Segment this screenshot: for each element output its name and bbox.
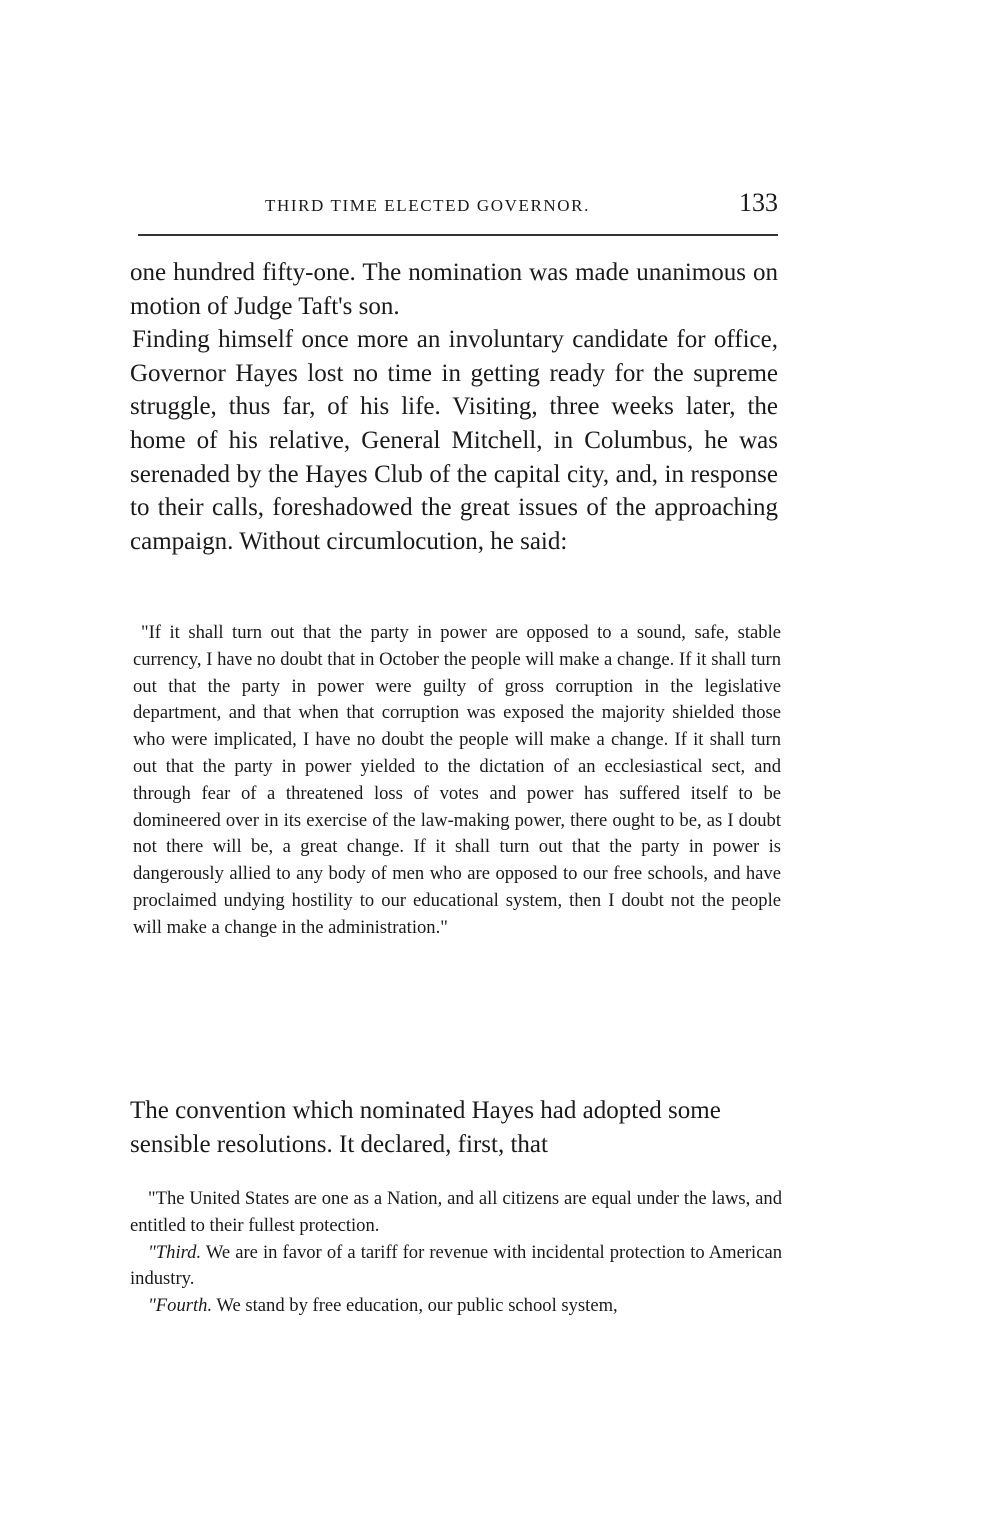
resolution-text: "The United States are one as a Nation, and all citizens are equal under the laws, and entitled to their fullest protection. [130, 1188, 782, 1236]
running-title: THIRD TIME ELECTED GOVERNOR. [265, 196, 590, 215]
resolution-label: "Third. [148, 1241, 202, 1263]
paragraph-convention: The convention which nominated Hayes had adopted some sensible resolutions. It declared, first, that [130, 1097, 721, 1158]
body-text-convention [130, 1094, 782, 1161]
resolution-item [130, 1293, 782, 1320]
paragraph-candidacy: Finding himself once more an involuntary candidate for office, Governor Hayes lost no time in getting ready for the supreme struggle, thus far, of his life. Visiting, three weeks later, the home of his relative, General Mitchell, in Columbus, he was serenaded by the Hayes Club of the capital city, and, in response to their calls, foreshadowed the great issues of the approaching campaign. Without circumlocution, he said: [130, 326, 778, 555]
speech-quote: "If it shall turn out that the party in power are opposed to a sound, safe, stable currency, I have no doubt that in October the people will make a change. If it shall turn out that the party in power were guilty of gross corruption in the legislative department, and that when that corruption was exposed the majority shielded those who were implicated, I have no doubt the people will make a change. If it shall turn out that the party in power yielded to the dictation of an ecclesiastical sect, and through fear of a threatened loss of votes and power has suffered itself to be domineered over in its exercise of the law-making power, there ought to be, as I doubt not there will be, a great change. If it shall turn out that the party in power is dangerously allied to any body of men who are opposed to our free schools, and have proclaimed undying hostility to our educational system, then I doubt not the people will make a change in the administration." [133, 622, 781, 938]
resolution-text: We stand by free education, our public school system, [216, 1295, 618, 1317]
running-head [130, 188, 778, 222]
resolution-text: We are in favor of a tariff for revenue with incidental protection to American industry. [130, 1241, 782, 1290]
resolution-label: "Fourth. [148, 1295, 213, 1317]
resolution-item [130, 1186, 782, 1240]
header-rule [138, 234, 778, 236]
resolutions-list [130, 1186, 782, 1320]
page-number: 133 [739, 188, 778, 217]
body-text-top [130, 256, 778, 558]
paragraph-nomination: one hundred fifty-one. The nomination was made unanimous on motion of Judge Taft's son. [130, 259, 778, 320]
resolution-item [130, 1240, 782, 1294]
